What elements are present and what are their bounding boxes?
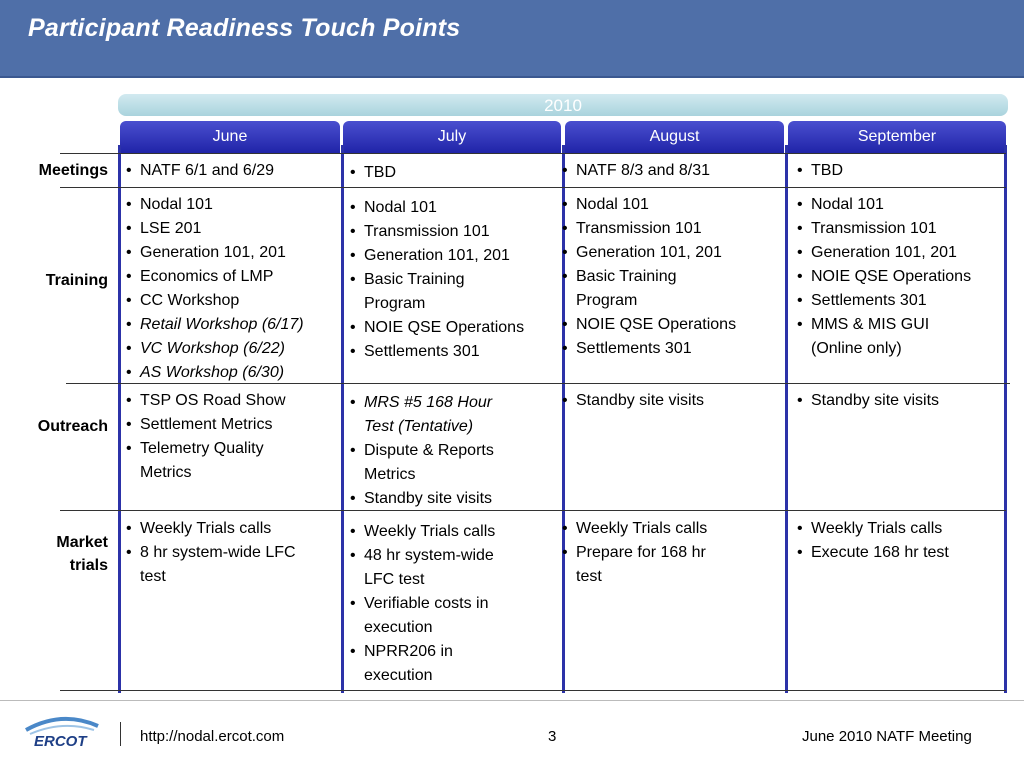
row-divider <box>60 690 1006 691</box>
list-item <box>126 241 304 265</box>
cell-july-2 <box>350 196 524 364</box>
list-item <box>797 241 971 265</box>
footer-meeting: June 2010 NATF Meeting <box>802 728 972 745</box>
footer-separator <box>120 722 121 746</box>
list-item-text: Generation 101, 201 <box>140 244 286 261</box>
list-item-text: Nodal 101 <box>364 199 437 216</box>
list-item-text: Settlements 301 <box>811 292 927 309</box>
list-item <box>126 159 274 183</box>
row-label-market-trials: Market trials <box>56 534 108 574</box>
list-item <box>562 241 736 265</box>
footer-divider <box>0 700 1024 701</box>
list-item-text: Weekly Trials calls <box>140 520 272 537</box>
list-item <box>797 217 971 241</box>
list-item-text: Nodal 101 <box>140 196 213 213</box>
page-number: 3 <box>548 728 557 745</box>
cell-june-4 <box>126 517 296 589</box>
list-item-text: Basic Training Program <box>364 271 465 312</box>
row-divider <box>60 510 1006 511</box>
cell-june-1 <box>126 159 274 183</box>
list-item <box>797 541 949 565</box>
list-item <box>350 592 495 640</box>
cell-july-1 <box>350 161 396 185</box>
list-item-text: NATF 6/1 and 6/29 <box>140 162 274 179</box>
list-item-text: Weekly Trials calls <box>811 520 943 537</box>
list-item-text: NPRR206 in execution <box>364 643 453 684</box>
list-item <box>797 517 949 541</box>
row-divider <box>60 153 1006 154</box>
title-bar <box>0 0 1024 78</box>
list-item-text: TSP OS Road Show <box>140 392 286 409</box>
list-item <box>562 517 707 541</box>
column-divider <box>785 145 788 693</box>
row-label-outreach: Outreach <box>37 418 108 435</box>
cell-july-3 <box>350 391 494 511</box>
row-label-training: Training <box>45 272 108 289</box>
list-item-text: Settlements 301 <box>576 340 692 357</box>
list-item <box>126 541 296 589</box>
list-item-text: Execute 168 hr test <box>811 544 949 561</box>
list-item <box>562 313 736 337</box>
list-item-text: Settlement Metrics <box>140 416 273 433</box>
cell-august-3 <box>562 389 704 413</box>
list-item <box>350 316 524 340</box>
month-header-september: September <box>788 121 1006 153</box>
list-item-text: VC Workshop (6/22) <box>140 340 285 357</box>
list-item-text: Weekly Trials calls <box>364 523 496 540</box>
list-item <box>350 439 494 487</box>
list-item <box>126 437 286 485</box>
list-item <box>126 361 304 385</box>
list-item-text: NOIE QSE Operations <box>811 268 972 285</box>
month-header-june: June <box>120 121 340 153</box>
list-item-text: Weekly Trials calls <box>576 520 708 537</box>
list-item <box>562 193 736 217</box>
list-item <box>350 520 495 544</box>
list-item <box>562 389 704 413</box>
list-item-text: Retail Workshop (6/17) <box>140 316 304 333</box>
list-item-text: Standby site visits <box>364 490 493 507</box>
list-item <box>126 313 304 337</box>
list-item-text: 8 hr system-wide LFC test <box>140 544 296 585</box>
list-item <box>126 289 304 313</box>
cell-september-2 <box>797 193 971 361</box>
cell-august-4 <box>562 517 707 589</box>
list-item-text: 48 hr system-wide LFC test <box>364 547 494 588</box>
list-item-text: Verifiable costs in execution <box>364 595 489 636</box>
list-item <box>562 159 710 183</box>
column-divider <box>1004 145 1007 693</box>
list-item-text: Transmission 101 <box>576 220 702 237</box>
list-item <box>126 517 296 541</box>
list-item <box>350 268 524 316</box>
cell-september-4 <box>797 517 949 565</box>
list-item <box>350 220 524 244</box>
list-item <box>350 244 524 268</box>
list-item-text: Transmission 101 <box>811 220 937 237</box>
list-item <box>797 159 843 183</box>
list-item <box>797 193 971 217</box>
list-item <box>350 161 396 185</box>
list-item-text: NOIE QSE Operations <box>364 319 525 336</box>
list-item-text: Basic Training Program <box>576 268 677 309</box>
list-item-text: TBD <box>811 162 843 179</box>
list-item <box>350 487 494 511</box>
ercot-logo <box>22 712 102 750</box>
list-item <box>562 265 736 313</box>
list-item-text: Nodal 101 <box>811 196 884 213</box>
list-item-text: MRS #5 168 Hour Test (Tentative) <box>364 394 493 435</box>
list-item-text: NATF 8/3 and 8/31 <box>576 162 710 179</box>
list-item <box>126 265 304 289</box>
logo-text: ERCOT <box>34 733 87 750</box>
list-item-text: MMS & MIS GUI (Online only) <box>811 316 930 357</box>
list-item <box>797 389 939 413</box>
year-header: 2010 <box>118 94 1008 116</box>
cell-august-2 <box>562 193 736 361</box>
list-item <box>126 389 286 413</box>
list-item <box>126 413 286 437</box>
list-item-text: AS Workshop (6/30) <box>140 364 285 381</box>
row-divider <box>60 187 1006 188</box>
list-item <box>797 289 971 313</box>
list-item <box>350 391 494 439</box>
cell-june-3 <box>126 389 286 485</box>
list-item-text: Dispute & Reports Metrics <box>364 442 494 483</box>
list-item <box>562 217 736 241</box>
list-item-text: Generation 101, 201 <box>364 247 510 264</box>
row-label-meetings: Meetings <box>38 162 108 179</box>
list-item-text: Settlements 301 <box>364 343 480 360</box>
month-header-july: July <box>343 121 561 153</box>
cell-june-2 <box>126 193 304 385</box>
list-item-text: LSE 201 <box>140 220 202 237</box>
list-item-text: Standby site visits <box>811 392 940 409</box>
list-item <box>797 313 971 361</box>
list-item <box>350 340 524 364</box>
list-item-text: TBD <box>364 164 396 181</box>
list-item-text: Transmission 101 <box>364 223 490 240</box>
list-item-text: Economics of LMP <box>140 268 274 285</box>
list-item <box>350 196 524 220</box>
cell-august-1 <box>562 159 710 183</box>
footer-url: http://nodal.ercot.com <box>140 728 285 745</box>
list-item <box>562 337 736 361</box>
list-item-text: Prepare for 168 hr test <box>576 544 706 585</box>
list-item <box>350 544 495 592</box>
list-item <box>350 640 495 688</box>
list-item-text: Generation 101, 201 <box>576 244 722 261</box>
slide-title: Participant Readiness Touch Points <box>28 14 461 42</box>
cell-september-1 <box>797 159 843 183</box>
list-item <box>126 193 304 217</box>
list-item <box>562 541 707 589</box>
list-item-text: Generation 101, 201 <box>811 244 957 261</box>
list-item-text: Standby site visits <box>576 392 705 409</box>
column-divider <box>341 145 344 693</box>
list-item-text: CC Workshop <box>140 292 240 309</box>
column-divider <box>118 145 121 693</box>
list-item-text: Nodal 101 <box>576 196 649 213</box>
list-item-text: NOIE QSE Operations <box>576 316 737 333</box>
cell-september-3 <box>797 389 939 413</box>
cell-july-4 <box>350 520 495 688</box>
list-item <box>126 337 304 361</box>
month-header-august: August <box>565 121 784 153</box>
list-item <box>126 217 304 241</box>
list-item-text: Telemetry Quality Metrics <box>140 440 264 481</box>
list-item <box>797 265 971 289</box>
